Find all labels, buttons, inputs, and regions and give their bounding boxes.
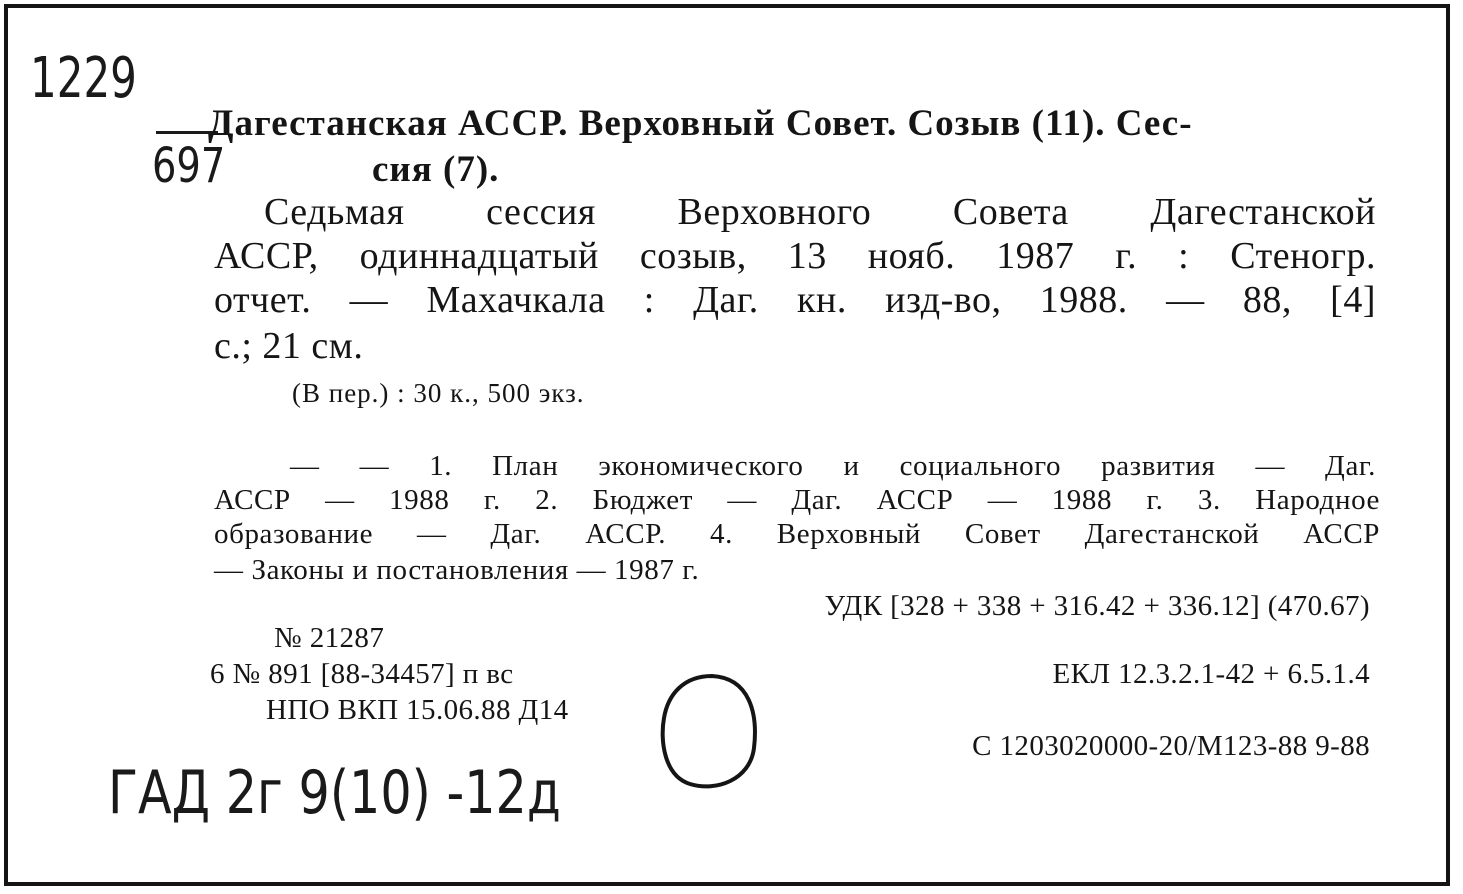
subject-line-4: — Законы и постановления — 1987 г. — [214, 554, 700, 586]
subject-line-1: — — 1. План экономического и социального развития — Даг. — [290, 450, 1376, 482]
title-line-1: Седьмая сессия Верховного Совета Дагестанской — [264, 191, 1376, 233]
catalog-card — [4, 4, 1450, 886]
title-line-4: с.; 21 см. — [214, 325, 364, 367]
price-line: (В пер.) : 30 к., 500 экз. — [292, 378, 585, 408]
title-line-3: отчет. — Махачкала : Даг. кн. изд-во, 1988. — 88, [4] — [214, 279, 1376, 321]
subject-line-3: образование — Даг. АССР. 4. Верховный Совет Дагестанской АССР — [214, 518, 1380, 550]
handwritten-number-bottom: 697 — [152, 138, 226, 194]
code-line: С 1203020000-20/М123-88 9-88 — [972, 730, 1370, 762]
heading-line-2: сия (7). — [372, 149, 500, 190]
order-line: 6 № 891 [88-34457] п вс — [210, 658, 514, 690]
heading-line-1: Дагестанская АССР. Верховный Совет. Созыв (11). Сес- — [208, 103, 1193, 144]
ekl-line: ЕКЛ 12.3.2.1-42 + 6.5.1.4 — [1052, 658, 1370, 690]
subject-line-2: АССР — 1988 г. 2. Бюджет — Даг. АССР — 1988 г. 3. Народное — [214, 484, 1380, 516]
title-line-2: АССР, одиннадцатый созыв, 13 нояб. 1987 г. : Стеногр. — [214, 235, 1376, 277]
number-line: № 21287 — [274, 622, 385, 654]
handwritten-shelf-mark: ГАД 2г 9(10) -12д — [108, 758, 561, 828]
handwritten-number-top: 1229 — [30, 46, 137, 111]
udk-line: УДК [328 + 338 + 316.42 + 336.12] (470.67) — [824, 590, 1370, 622]
punch-hole-circle — [654, 668, 764, 798]
npo-line: НПО ВКП 15.06.88 Д14 — [266, 694, 569, 726]
